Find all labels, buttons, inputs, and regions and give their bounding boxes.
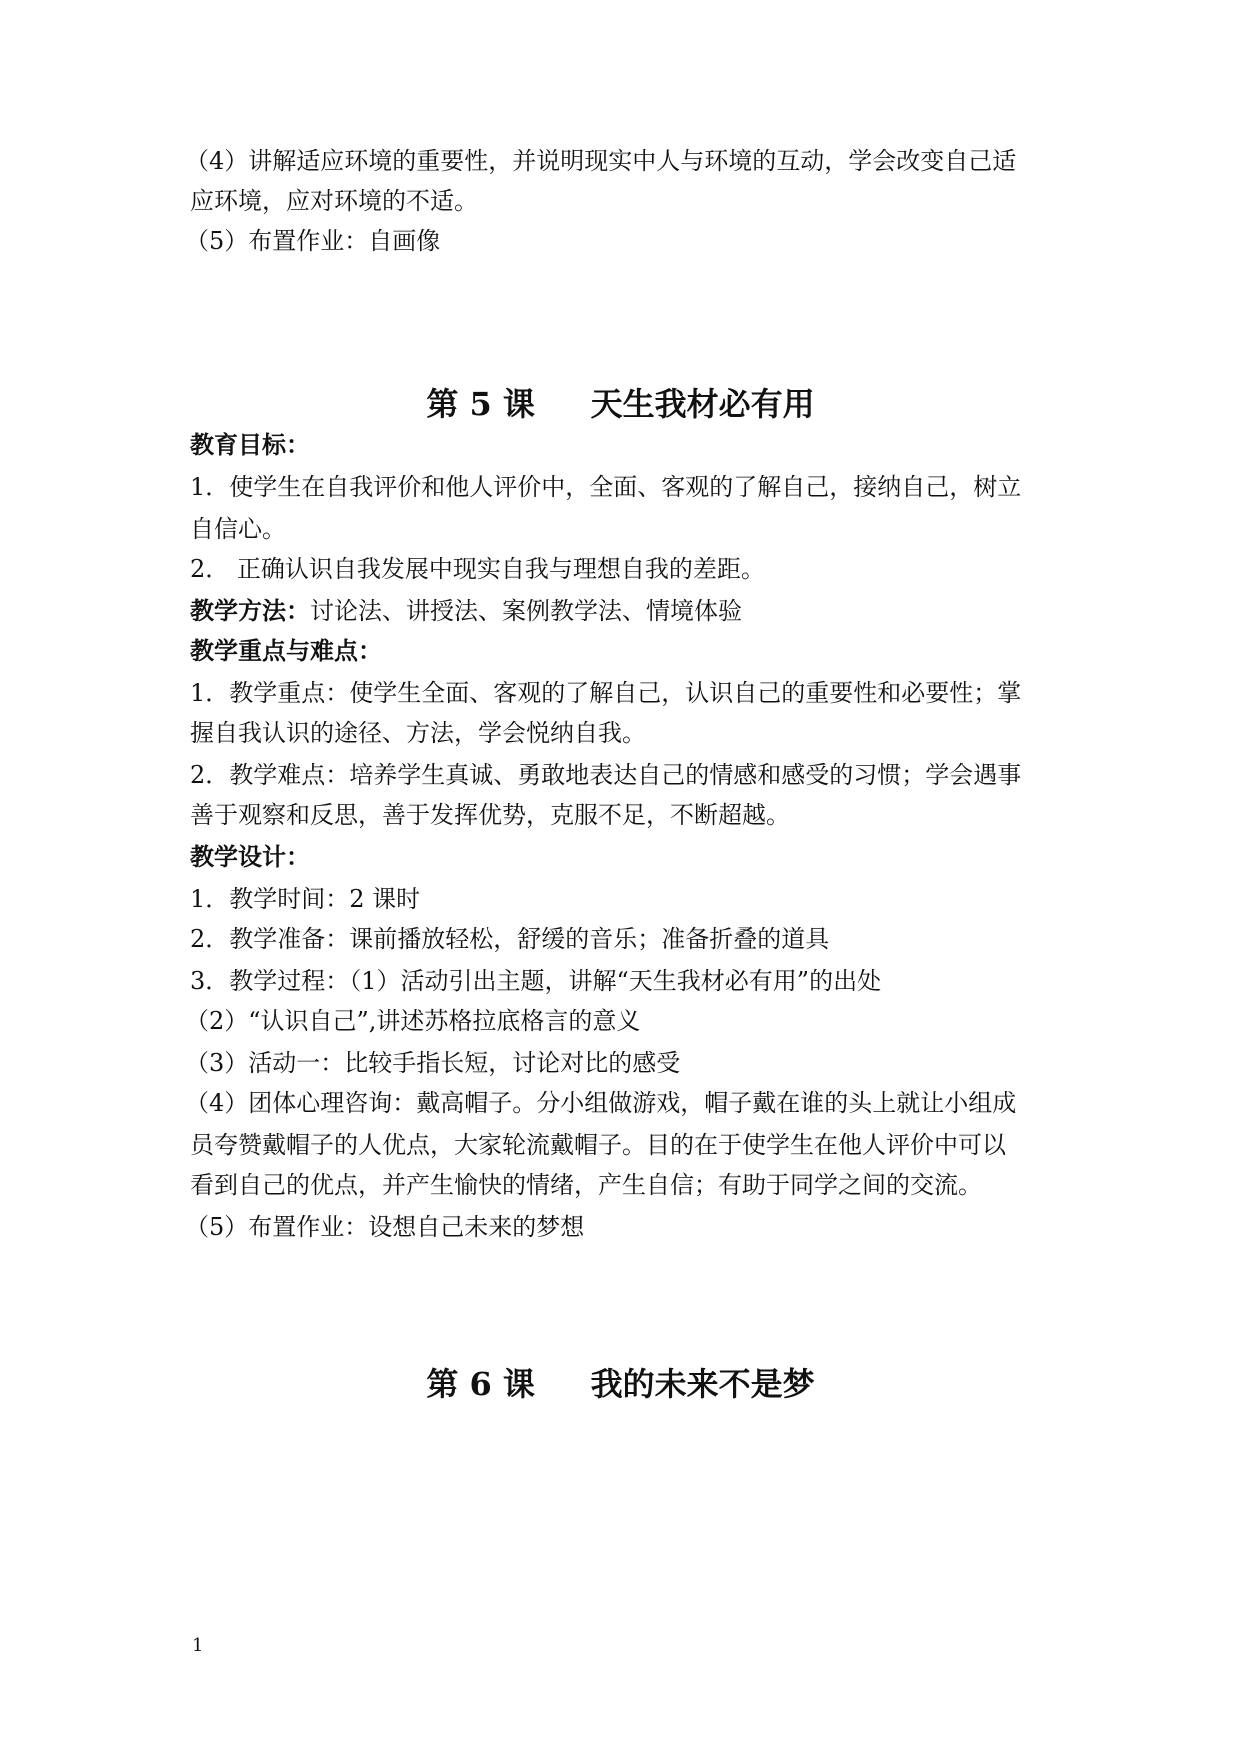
key2-line1: 2．教学难点：培养学生真诚、勇敢地表达自己的情感和感受的习惯；学会遇事 (190, 761, 1022, 789)
lesson6-title: 第 6 课 我的未来不是梦 (426, 1365, 815, 1403)
process-step4-line2: 员夸赞戴帽子的人优点，大家轮流戴帽子。目的在于使学生在他人评价中可以 (190, 1131, 1006, 1159)
process-step4-line1: （4）团体心理咨询：戴高帽子。分小组做游戏，帽子戴在谁的头上就让小组成 (185, 1089, 1017, 1117)
key-heading: 教学重点与难点： (190, 636, 382, 665)
prev-item4-line2: 应环境，应对环境的不适。 (190, 187, 478, 215)
key1-line2: 握自我认识的途径、方法，学会悦纳自我。 (190, 719, 646, 747)
page-number: 1 (192, 1635, 204, 1656)
lesson5-title: 第 5 课 天生我材必有用 (426, 385, 815, 423)
goal1-line1: 1．使学生在自我评价和他人评价中，全面、客观的了解自己，接纳自己，树立 (190, 473, 1022, 501)
design-item2: 2．教学准备：课前播放轻松，舒缓的音乐；准备折叠的道具 (190, 925, 830, 953)
methods-row (190, 596, 1060, 626)
process-step4-line3: 看到自己的优点，并产生愉快的情绪，产生自信；有助于同学之间的交流。 (190, 1171, 982, 1199)
process-step3: （3）活动一：比较手指长短，讨论对比的感受 (185, 1049, 681, 1077)
process-step2: （2）“认识自己”,讲述苏格拉底格言的意义 (185, 1007, 641, 1035)
process-step5: （5）布置作业：设想自己未来的梦想 (185, 1213, 585, 1241)
methods-label: 教学方法： (190, 596, 310, 625)
design-heading: 教学设计： (190, 842, 310, 871)
key2-line2: 善于观察和反思，善于发挥优势，克服不足，不断超越。 (190, 801, 790, 829)
prev-item4-line1: （4）讲解适应环境的重要性，并说明现实中人与环境的互动，学会改变自己适 (185, 147, 1017, 175)
goal1-line2: 自信心。 (190, 515, 286, 543)
design-item3: 3．教学过程：（1）活动引出主题，讲解“天生我材必有用”的出处 (190, 967, 882, 995)
prev-item5: （5）布置作业：自画像 (185, 227, 441, 255)
design-item1: 1．教学时间：2 课时 (190, 885, 421, 913)
key1-line1: 1．教学重点：使学生全面、客观的了解自己，认识自己的重要性和必要性；掌 (190, 679, 1022, 707)
goal2: 2． 正确认识自我发展中现实自我与理想自我的差距。 (190, 555, 765, 583)
goals-heading: 教育目标： (190, 430, 310, 459)
methods-text: 讨论法、讲授法、案例教学法、情境体验 (310, 597, 742, 625)
